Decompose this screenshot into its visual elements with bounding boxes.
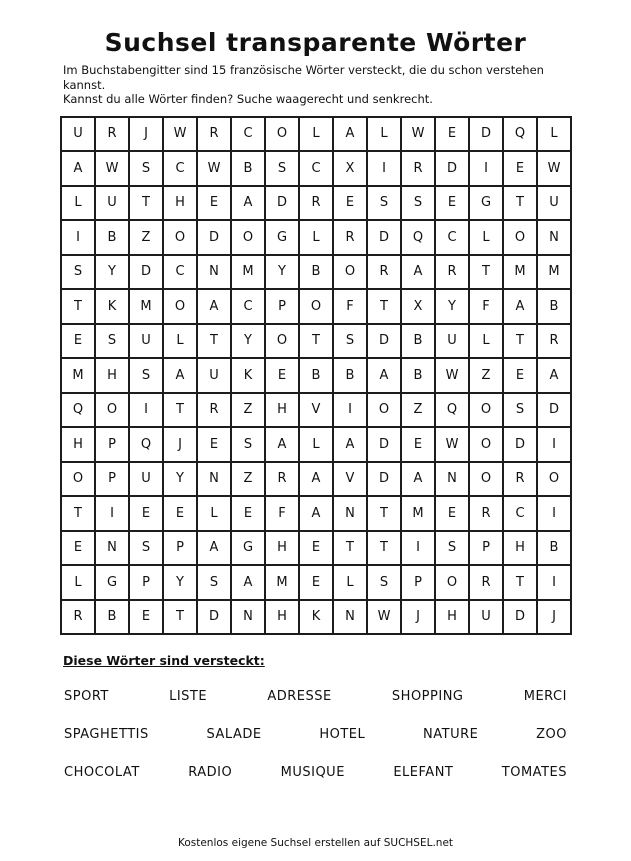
grid-cell: A (265, 427, 299, 462)
grid-cell: E (197, 186, 231, 221)
grid-cell: S (231, 427, 265, 462)
grid-cell: M (231, 255, 265, 290)
grid-cell: G (469, 186, 503, 221)
grid-cell: B (401, 324, 435, 359)
grid-cell: W (401, 117, 435, 152)
grid-cell: T (503, 324, 537, 359)
grid-cell: C (435, 220, 469, 255)
grid-cell: D (367, 462, 401, 497)
grid-cell: W (435, 358, 469, 393)
grid-cell: I (333, 393, 367, 428)
grid-cell: O (435, 565, 469, 600)
grid-row (61, 358, 571, 393)
grid-cell: I (367, 151, 401, 186)
footer-text: Kostenlos eigene Suchsel erstellen auf SUCHSEL.net (177, 837, 454, 849)
grid-cell: X (333, 151, 367, 186)
letter-grid (60, 116, 572, 636)
grid-cell: E (435, 186, 469, 221)
grid-cell: C (163, 255, 197, 290)
grid-cell: E (231, 496, 265, 531)
grid-cell: F (265, 496, 299, 531)
grid-cell: W (537, 151, 571, 186)
grid-cell: L (367, 117, 401, 152)
grid-cell: R (537, 324, 571, 359)
grid-cell: H (265, 393, 299, 428)
grid-cell: D (197, 600, 231, 635)
grid-cell: K (95, 289, 129, 324)
grid-cell: R (503, 462, 537, 497)
grid-cell: S (197, 565, 231, 600)
grid-cell: B (231, 151, 265, 186)
grid-cell: J (129, 117, 163, 152)
grid-cell: E (163, 496, 197, 531)
grid-cell: O (503, 220, 537, 255)
grid-cell: I (401, 531, 435, 566)
grid-cell: R (95, 117, 129, 152)
grid-cell: U (435, 324, 469, 359)
grid-cell: D (537, 393, 571, 428)
grid-cell: Q (61, 393, 95, 428)
grid-cell: T (61, 289, 95, 324)
grid-cell: S (95, 324, 129, 359)
grid-row (61, 151, 571, 186)
hidden-word: MERCI (523, 688, 567, 704)
grid-cell: T (163, 600, 197, 635)
hidden-word: SPORT (64, 688, 109, 704)
grid-cell: Q (503, 117, 537, 152)
grid-cell: D (503, 427, 537, 462)
grid-cell: S (435, 531, 469, 566)
hidden-word: SALADE (206, 726, 262, 742)
grid-cell: Q (401, 220, 435, 255)
grid-cell: D (367, 324, 401, 359)
grid-cell: E (333, 186, 367, 221)
grid-cell: M (401, 496, 435, 531)
grid-cell: O (469, 427, 503, 462)
grid-cell: R (61, 600, 95, 635)
grid-cell: O (231, 220, 265, 255)
grid-cell: P (469, 531, 503, 566)
grid-cell: U (129, 324, 163, 359)
grid-cell: Z (231, 462, 265, 497)
grid-cell: V (299, 393, 333, 428)
grid-cell: E (129, 600, 163, 635)
grid-cell: O (163, 220, 197, 255)
grid-cell: A (537, 358, 571, 393)
grid-cell: O (367, 393, 401, 428)
grid-cell: A (503, 289, 537, 324)
hidden-word: LISTE (169, 688, 208, 704)
grid-cell: Q (129, 427, 163, 462)
grid-cell: A (299, 496, 333, 531)
grid-cell: R (299, 186, 333, 221)
grid-cell: A (61, 151, 95, 186)
grid-cell: C (299, 151, 333, 186)
grid-cell: O (163, 289, 197, 324)
grid-cell: Y (435, 289, 469, 324)
grid-cell: R (265, 462, 299, 497)
grid-row (61, 496, 571, 531)
grid-cell: S (367, 186, 401, 221)
grid-cell: R (469, 565, 503, 600)
grid-cell: U (61, 117, 95, 152)
grid-row (61, 117, 571, 152)
grid-cell: Z (231, 393, 265, 428)
grid-cell: P (163, 531, 197, 566)
grid-cell: A (163, 358, 197, 393)
grid-cell: U (129, 462, 163, 497)
grid-cell: T (367, 531, 401, 566)
grid-cell: L (469, 220, 503, 255)
grid-cell: D (129, 255, 163, 290)
grid-cell: L (299, 427, 333, 462)
grid-cell: A (401, 255, 435, 290)
word-list-row (60, 686, 571, 706)
grid-cell: E (61, 531, 95, 566)
grid-row (61, 186, 571, 221)
hidden-word: HOTEL (319, 726, 366, 742)
grid-cell: L (537, 117, 571, 152)
grid-cell: D (197, 220, 231, 255)
grid-cell: A (231, 186, 265, 221)
grid-cell: Z (401, 393, 435, 428)
grid-cell: U (537, 186, 571, 221)
grid-cell: I (537, 427, 571, 462)
hidden-word: ADRESSE (267, 688, 332, 704)
grid-cell: S (61, 255, 95, 290)
grid-row (61, 255, 571, 290)
grid-cell: W (163, 117, 197, 152)
grid-cell: L (61, 565, 95, 600)
hidden-word: SHOPPING (391, 688, 464, 704)
grid-cell: D (265, 186, 299, 221)
grid-cell: S (367, 565, 401, 600)
grid-cell: E (503, 151, 537, 186)
grid-cell: H (61, 427, 95, 462)
grid-cell: N (197, 255, 231, 290)
grid-cell: H (163, 186, 197, 221)
grid-cell: E (503, 358, 537, 393)
grid-row (61, 324, 571, 359)
grid-cell: K (299, 600, 333, 635)
grid-cell: L (299, 220, 333, 255)
grid-cell: M (265, 565, 299, 600)
grid-cell: C (163, 151, 197, 186)
words-heading: Diese Wörter sind versteckt: (63, 653, 265, 668)
grid-cell: E (129, 496, 163, 531)
grid-cell: P (95, 427, 129, 462)
grid-cell: I (537, 496, 571, 531)
grid-cell: A (197, 289, 231, 324)
grid-cell: T (503, 565, 537, 600)
grid-cell: M (503, 255, 537, 290)
grid-cell: H (265, 600, 299, 635)
grid-cell: B (299, 255, 333, 290)
grid-cell: T (197, 324, 231, 359)
grid-cell: N (435, 462, 469, 497)
grid-cell: D (367, 220, 401, 255)
grid-cell: D (469, 117, 503, 152)
grid-cell: B (537, 531, 571, 566)
grid-cell: G (231, 531, 265, 566)
grid-cell: F (333, 289, 367, 324)
grid-cell: X (401, 289, 435, 324)
grid-cell: E (61, 324, 95, 359)
grid-row (61, 393, 571, 428)
grid-cell: P (95, 462, 129, 497)
grid-cell: T (367, 496, 401, 531)
grid-cell: N (231, 600, 265, 635)
grid-cell: S (129, 531, 163, 566)
grid-cell: O (299, 289, 333, 324)
hidden-word: SPAGHETTIS (64, 726, 149, 742)
grid-cell: O (469, 462, 503, 497)
grid-cell: I (95, 496, 129, 531)
grid-cell: R (367, 255, 401, 290)
grid-row (61, 427, 571, 462)
grid-cell: T (367, 289, 401, 324)
grid-cell: R (197, 117, 231, 152)
grid-cell: S (129, 358, 163, 393)
grid-cell: C (231, 289, 265, 324)
grid-cell: A (299, 462, 333, 497)
grid-cell: Z (129, 220, 163, 255)
grid-cell: G (95, 565, 129, 600)
grid-cell: M (537, 255, 571, 290)
grid-cell: H (95, 358, 129, 393)
grid-cell: T (61, 496, 95, 531)
grid-cell: F (469, 289, 503, 324)
grid-cell: R (401, 151, 435, 186)
hidden-word: TOMATES (501, 764, 567, 780)
grid-cell: N (333, 496, 367, 531)
grid-cell: U (197, 358, 231, 393)
grid-cell: G (265, 220, 299, 255)
grid-cell: I (129, 393, 163, 428)
grid-cell: B (299, 358, 333, 393)
grid-cell: O (333, 255, 367, 290)
instructions-line-1: Im Buchstabengitter sind 15 französische Wörter versteckt, die du schon verstehen kannst. (63, 63, 544, 92)
grid-cell: I (469, 151, 503, 186)
grid-cell: D (367, 427, 401, 462)
grid-cell: J (537, 600, 571, 635)
grid-cell: Y (231, 324, 265, 359)
word-list-row (60, 724, 571, 744)
grid-cell: U (95, 186, 129, 221)
grid-cell: N (537, 220, 571, 255)
grid-cell: L (197, 496, 231, 531)
grid-cell: W (197, 151, 231, 186)
grid-cell: Y (163, 462, 197, 497)
grid-cell: M (129, 289, 163, 324)
grid-cell: N (197, 462, 231, 497)
page-title: Suchsel transparente Wörter (104, 28, 527, 57)
grid-cell: T (469, 255, 503, 290)
grid-cell: S (333, 324, 367, 359)
grid-cell: B (401, 358, 435, 393)
grid-cell: E (401, 427, 435, 462)
grid-cell: B (95, 600, 129, 635)
grid-cell: W (95, 151, 129, 186)
grid-cell: Y (265, 255, 299, 290)
grid-cell: T (299, 324, 333, 359)
hidden-word: CHOCOLAT (64, 764, 140, 780)
grid-cell: H (503, 531, 537, 566)
grid-cell: C (231, 117, 265, 152)
grid-cell: P (265, 289, 299, 324)
hidden-word: MUSIQUE (280, 764, 345, 780)
grid-cell: N (333, 600, 367, 635)
grid-cell: O (95, 393, 129, 428)
grid-cell: D (503, 600, 537, 635)
grid-cell: S (265, 151, 299, 186)
hidden-word: ELEFANT (393, 764, 454, 780)
grid-cell: E (435, 496, 469, 531)
grid-cell: O (469, 393, 503, 428)
grid-row (61, 289, 571, 324)
hidden-word: RADIO (188, 764, 233, 780)
grid-cell: E (299, 565, 333, 600)
grid-cell: A (333, 427, 367, 462)
grid-cell: B (95, 220, 129, 255)
grid-cell: R (333, 220, 367, 255)
grid-cell: Y (163, 565, 197, 600)
grid-cell: R (435, 255, 469, 290)
grid-cell: L (299, 117, 333, 152)
grid-cell: P (129, 565, 163, 600)
grid-cell: A (401, 462, 435, 497)
grid-cell: L (163, 324, 197, 359)
grid-cell: E (299, 531, 333, 566)
grid-cell: H (435, 600, 469, 635)
grid-cell: S (401, 186, 435, 221)
grid-cell: E (265, 358, 299, 393)
grid-cell: A (197, 531, 231, 566)
grid-cell: L (333, 565, 367, 600)
grid-cell: S (129, 151, 163, 186)
grid-cell: I (537, 565, 571, 600)
grid-cell: T (503, 186, 537, 221)
grid-row (61, 531, 571, 566)
grid-cell: A (231, 565, 265, 600)
grid-cell: Q (435, 393, 469, 428)
grid-cell: K (231, 358, 265, 393)
grid-cell: A (367, 358, 401, 393)
hidden-word: NATURE (423, 726, 479, 742)
grid-cell: R (469, 496, 503, 531)
grid-cell: B (333, 358, 367, 393)
grid-row (61, 220, 571, 255)
grid-cell: L (469, 324, 503, 359)
grid-cell: J (163, 427, 197, 462)
grid-cell: Y (95, 255, 129, 290)
grid-cell: N (95, 531, 129, 566)
grid-cell: T (333, 531, 367, 566)
word-list (60, 686, 571, 782)
grid-cell: O (61, 462, 95, 497)
grid-cell: E (197, 427, 231, 462)
grid-cell: V (333, 462, 367, 497)
word-list-row (60, 762, 571, 782)
instructions-line-2: Kannst du alle Wörter finden? Suche waagerecht und senkrecht. (63, 92, 433, 106)
grid-cell: O (265, 324, 299, 359)
instructions (63, 63, 573, 107)
grid-cell: B (537, 289, 571, 324)
grid-row (61, 462, 571, 497)
grid-cell: I (61, 220, 95, 255)
grid-cell: R (197, 393, 231, 428)
grid-cell: C (503, 496, 537, 531)
grid-row (61, 600, 571, 635)
grid-cell: T (129, 186, 163, 221)
grid-cell: W (435, 427, 469, 462)
grid-cell: M (61, 358, 95, 393)
grid-cell: H (265, 531, 299, 566)
grid-cell: E (435, 117, 469, 152)
grid-cell: L (61, 186, 95, 221)
grid-cell: Z (469, 358, 503, 393)
grid-cell: U (469, 600, 503, 635)
grid-cell: A (333, 117, 367, 152)
grid-row (61, 565, 571, 600)
grid-cell: S (503, 393, 537, 428)
grid-cell: W (367, 600, 401, 635)
grid-cell: J (401, 600, 435, 635)
grid-cell: O (537, 462, 571, 497)
grid-cell: T (163, 393, 197, 428)
hidden-word: ZOO (536, 726, 567, 742)
grid-cell: D (435, 151, 469, 186)
grid-cell: O (265, 117, 299, 152)
grid-cell: P (401, 565, 435, 600)
